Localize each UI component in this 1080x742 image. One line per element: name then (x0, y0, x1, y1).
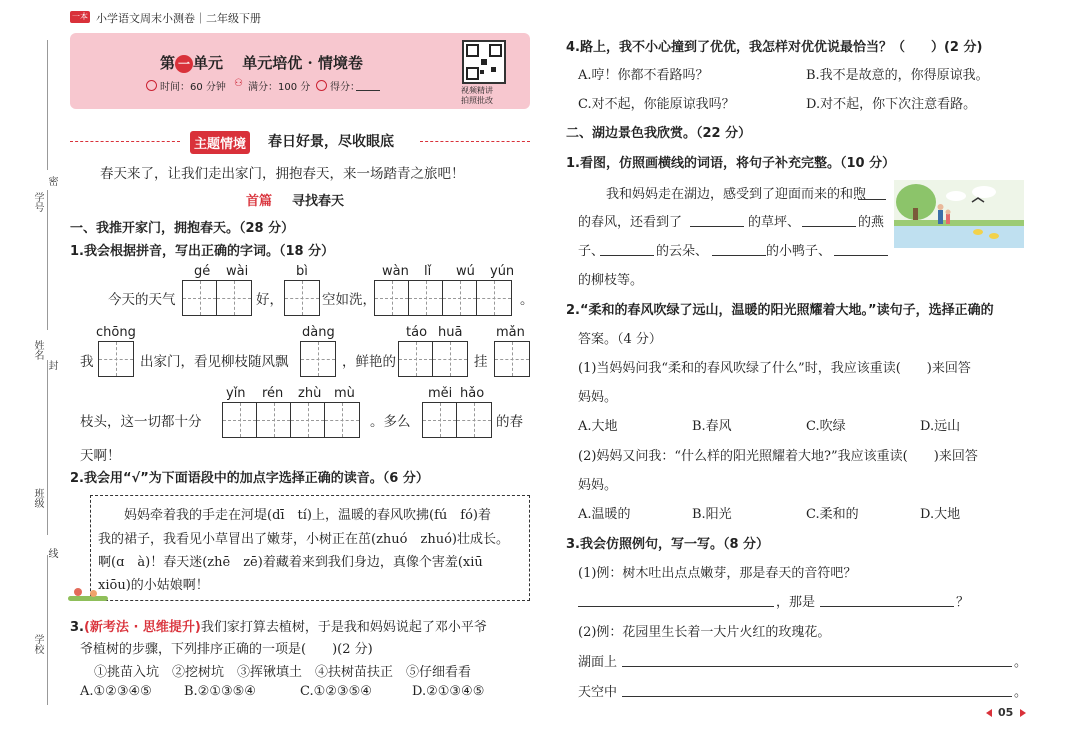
pinyin-dang: dàng (302, 325, 335, 340)
s2q3-example-1: (1)例：树木吐出点点嫩芽，那是春天的音符吧？ (578, 566, 857, 581)
q3-option-d[interactable]: D.②①③④⑤ (412, 684, 485, 699)
q3-option-c[interactable]: C.①②③⑤④ (300, 684, 372, 699)
brand-badge: 一本 (72, 12, 88, 21)
next-page-icon[interactable] (1020, 709, 1026, 717)
clock-icon (146, 80, 157, 91)
grid-chong[interactable] (98, 341, 134, 377)
row1-text-b: 好， (256, 292, 283, 308)
s2q1-underline (858, 199, 886, 200)
s2q1-line-2b: 的草坪、 (748, 215, 801, 230)
binding-xian: 线 (46, 548, 57, 558)
pinyin-man: mǎn (496, 325, 525, 340)
s2q2-2a: (2)妈妈又问我：“什么样的阳光照耀着大地?”我应该重读( )来回答 (578, 449, 978, 464)
pinyin-li: lǐ (424, 264, 432, 279)
s2q1-blank-2[interactable] (802, 226, 856, 227)
qr-caption-2: 拍照批改 (461, 96, 493, 105)
grid-tao-hua[interactable] (398, 341, 468, 377)
grid-man[interactable] (494, 341, 530, 377)
binding-line-mid1 (47, 190, 48, 330)
page-number: 05 (998, 706, 1014, 719)
s2q3-humian-period: 。 (1014, 655, 1028, 670)
row2-text-b: 出家门，看见柳枝随风飘 (140, 354, 289, 370)
row2-text-a: 我 (80, 354, 94, 370)
grid-mei-hao[interactable] (422, 402, 492, 438)
person-icon: ⚇ (234, 78, 243, 89)
row1-text-a: 今天的天气 (108, 292, 176, 308)
s2q3-tiankong-input[interactable] (622, 696, 1012, 697)
binding-banji: 班级 (32, 488, 43, 508)
pinyin-wai: wài (226, 264, 249, 279)
s2q2-2b: 妈妈。 (578, 478, 618, 493)
chapter-title: 寻找春天 (292, 194, 345, 209)
row3-text-c: 的春 (496, 414, 523, 430)
row2-text-c: ，鲜艳的 (342, 354, 396, 370)
grid-yin-ren-zhu-mu[interactable] (222, 402, 360, 438)
section1-title: 一、我推开家门，拥抱春天。（28 分） (70, 221, 295, 236)
s2q3-humian-label: 湖面上 (578, 655, 618, 670)
qr-caption-1: 视频精讲 (461, 86, 493, 95)
pinyin-mu: mù (334, 386, 355, 401)
chapter-tag: 首篇 (246, 194, 273, 209)
row3-text-d: 天啊！ (80, 448, 121, 464)
row1-text-d: 。 (520, 292, 534, 308)
passage-line-3: 啊(ɑ à)！春天迷(zhē zē)着藏着来到我们身边，真像个害羞(xiū (98, 555, 483, 570)
s2q1-line-3a: 子、 (578, 244, 605, 259)
binding-line-top (47, 40, 48, 170)
passage-line-4: xiōu)的小姑娘啊！ (98, 578, 209, 593)
score-blank[interactable] (356, 90, 380, 91)
s2q1-blank-4[interactable] (712, 255, 766, 256)
q3-option-b[interactable]: B.②①③⑤④ (184, 684, 256, 699)
q3-option-a[interactable]: A.①②③④⑤ (80, 684, 152, 699)
s2q3-title: 3.我会仿照例句，写一写。（8 分） (566, 537, 770, 552)
binding-mi: 密 (46, 176, 57, 186)
pinyin-wu: wú (456, 264, 475, 279)
s2q3-tiankong-label: 天空中 (578, 685, 618, 700)
s2q2-title-b: 答案。（4 分） (578, 332, 662, 347)
s2q1-title: 1.看图，仿照画横线的词语，将句子补充完整。（10 分） (566, 156, 896, 171)
binding-line-bottom (47, 555, 48, 705)
s2q2-2-option-b[interactable]: B.阳光 (692, 507, 732, 522)
s2q3-blank-2[interactable] (820, 606, 954, 607)
grid-ge-wai[interactable] (182, 280, 252, 316)
s2q1-blank-1[interactable] (690, 226, 744, 227)
score-label: 得分： (330, 82, 360, 93)
theme-tag: 主题情境 (190, 131, 250, 154)
row2-text-d: 挂 (474, 354, 488, 370)
s2q3-humian-input[interactable] (622, 666, 1012, 667)
theme-intro: 春天来了，让我们走出家门，拥抱春天，来一场踏青之旅吧！ (100, 166, 465, 182)
full-score: 满分：100 分 (248, 82, 311, 93)
q4-option-a[interactable]: A.哼！你都不看路吗？ (578, 68, 709, 83)
section2-title: 二、湖边景色我欣赏。（22 分） (566, 126, 752, 141)
s2q3-example-2: (2)例：花园里生长着一大片火红的玫瑰花。 (578, 625, 831, 640)
pinyin-wan: wàn (382, 264, 409, 279)
q3-line-2: 爷植树的步骤，下列排序正确的一项是( )(2 分) (80, 642, 373, 657)
s2q1-line-3c: 的小鸭子、 (766, 244, 832, 259)
s2q1-blank-5[interactable] (834, 255, 888, 256)
unit-title: 单元培优 · 情境卷 (242, 54, 363, 72)
series-title: 小学语文周末小测卷｜二年级下册 (96, 12, 261, 25)
s2q2-1-option-d[interactable]: D.远山 (920, 419, 961, 434)
pinyin-mei: měi (428, 386, 453, 401)
row3-text-a: 枝头，这一切都十分 (80, 414, 202, 430)
time-limit: 时间：60 分钟 (160, 82, 226, 93)
pinyin-zhu: zhù (298, 386, 322, 401)
binding-line-mid2 (47, 360, 48, 535)
s2q1-line-1: 我和妈妈走在湖边，感受到了迎面而来的和煦 (606, 187, 867, 202)
q3-line-1: 3.(新考法 · 思维提升)我们家打算去植树，于是我和妈妈说起了邓小平爷 (70, 620, 487, 635)
unit-number: 一 (175, 55, 193, 73)
binding-feng: 封 (46, 360, 57, 370)
pinyin-hao: hǎo (460, 386, 485, 401)
unit-heading: 第 一 单元 单元培优 · 情境卷 (160, 54, 363, 72)
q3-steps: ①挑苗入坑 ②挖树坑 ③挥锹填土 ④扶树苗扶正 ⑤仔细看看 (94, 665, 472, 680)
pinyin-ren: rén (262, 386, 284, 401)
s2q2-1-option-b[interactable]: B.春风 (692, 419, 732, 434)
s2q1-line-4: 的柳枝等。 (578, 273, 644, 288)
binding-xingming: 姓名 (32, 340, 43, 360)
s2q2-title-a: 2.“柔和的春风吹绿了远山，温暖的阳光照耀着大地。”读句子，选择正确的 (566, 303, 994, 318)
passage-line-1: 妈妈牵着我的手走在河堤(dī tí)上，温暖的春风吹拂(fú fó)着 (124, 508, 491, 523)
q2-title: 2.我会用“√”为下面语段中的加点字选择正确的读音。（6 分） (70, 471, 429, 486)
theme-title: 春日好景，尽收眼底 (268, 134, 394, 150)
score-icon (316, 80, 327, 91)
s2q3-ex1-mid: ，那是 (776, 595, 816, 610)
q4-option-b[interactable]: B.我不是故意的，你得原谅我。 (806, 68, 989, 83)
s2q1-line-2c: 的燕 (858, 215, 885, 230)
s2q2-2-option-d[interactable]: D.大地 (920, 507, 961, 522)
pinyin-yin: yǐn (226, 386, 246, 401)
grid-dang[interactable] (300, 341, 336, 377)
s2q1-line-2a: 的春风，还看到了 (578, 215, 683, 230)
s2q2-2-option-a[interactable]: A.温暖的 (578, 507, 631, 522)
s2q1-blank-3[interactable] (600, 255, 654, 256)
s2q3-ex1-end: ？ (956, 595, 970, 610)
s2q2-1b: 妈妈。 (578, 390, 618, 405)
s2q2-2-option-c[interactable]: C.柔和的 (806, 507, 859, 522)
binding-xuexiao: 学校 (32, 634, 43, 654)
q4-option-d[interactable]: D.对不起，你下次注意看路。 (806, 97, 977, 112)
s2q3-tiankong-period: 。 (1014, 685, 1028, 700)
row1-text-c: 空如洗， (322, 292, 376, 308)
grid-bi[interactable] (284, 280, 320, 316)
pinyin-hua: huā (438, 325, 463, 340)
pinyin-yun: yún (490, 264, 515, 279)
s2q1-line-3b: 的云朵、 (656, 244, 709, 259)
s2q2-1a: (1)当妈妈问我“柔和的春风吹绿了什么”时，我应该重读( )来回答 (578, 361, 971, 376)
s2q2-1-option-a[interactable]: A.大地 (578, 419, 618, 434)
theme-divider-right (420, 141, 530, 142)
pinyin-ge: gé (194, 264, 211, 279)
pinyin-bi: bì (296, 264, 308, 279)
s2q3-blank-1[interactable] (578, 606, 774, 607)
theme-divider-left (70, 141, 180, 142)
q3-tag: (新考法 · 思维提升) (83, 620, 201, 635)
grid-wan-li-wu-yun[interactable] (374, 280, 512, 316)
s2q2-1-option-c[interactable]: C.吹绿 (806, 419, 846, 434)
pinyin-chong: chōng (96, 325, 136, 340)
pinyin-tao: táo (406, 325, 428, 340)
q1-title: 1.我会根据拼音，写出正确的字词。（18 分） (70, 244, 335, 259)
lakeside-illustration (894, 180, 1024, 248)
flower-decoration-icon (68, 588, 108, 602)
binding-xuehao: 学号 (32, 192, 43, 212)
row3-text-b: 。多么 (370, 414, 411, 430)
q4-title: 4.路上，我不小心撞到了优优，我怎样对优优说最恰当？（ ）(2 分) (566, 40, 983, 55)
passage-line-2: 我的裙子，我看见小草冒出了嫩芽，小树正在茁(zhuó zhuó)壮成长。 (98, 532, 509, 547)
q4-option-c[interactable]: C.对不起，你能原谅我吗？ (578, 97, 735, 112)
qr-code-icon[interactable] (462, 40, 506, 84)
prev-page-icon[interactable] (986, 709, 992, 717)
